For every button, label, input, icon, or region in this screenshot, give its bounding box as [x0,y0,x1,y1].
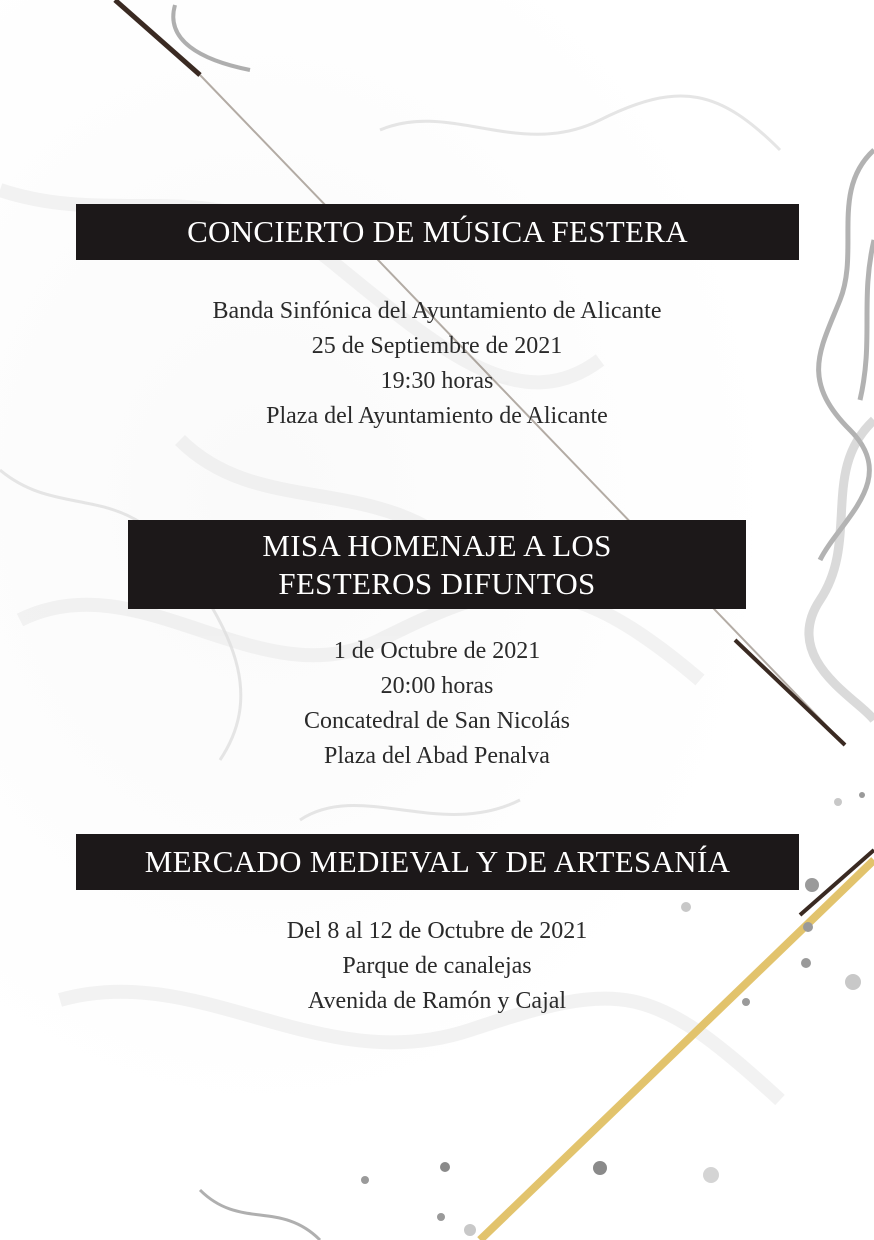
section-title-banner [76,834,799,890]
section-title-line: MISA HOMENAJE A LOS [262,527,612,563]
date-text: 25 de Septiembre de 2021 [311,333,563,359]
section-title-banner [128,520,746,609]
date-text: Del 8 al 12 de Octubre de 2021 [286,918,588,944]
section-details [0,294,874,434]
venue-text: Parque de canalejas [342,953,532,979]
section-title-banner [76,204,799,260]
section-title: CONCIERTO DE MÚSICA FESTERA [187,214,688,249]
location-text: Plaza del Ayuntamiento de Alicante [266,403,608,429]
venue-text: Concatedral de San Nicolás [304,708,570,734]
performer-text: Banda Sinfónica del Ayuntamiento de Alicante [212,298,662,324]
section-title-line: FESTEROS DIFUNTOS [278,565,596,601]
section-details [0,914,874,1019]
location-text: Plaza del Abad Penalva [324,743,550,769]
section-title: MERCADO MEDIEVAL Y DE ARTESANÍA [144,844,731,879]
location-text: Avenida de Ramón y Cajal [307,988,567,1014]
section-details [0,634,874,774]
date-text: 1 de Octubre de 2021 [333,638,541,664]
time-text: 19:30 horas [380,368,494,394]
time-text: 20:00 horas [380,673,494,699]
